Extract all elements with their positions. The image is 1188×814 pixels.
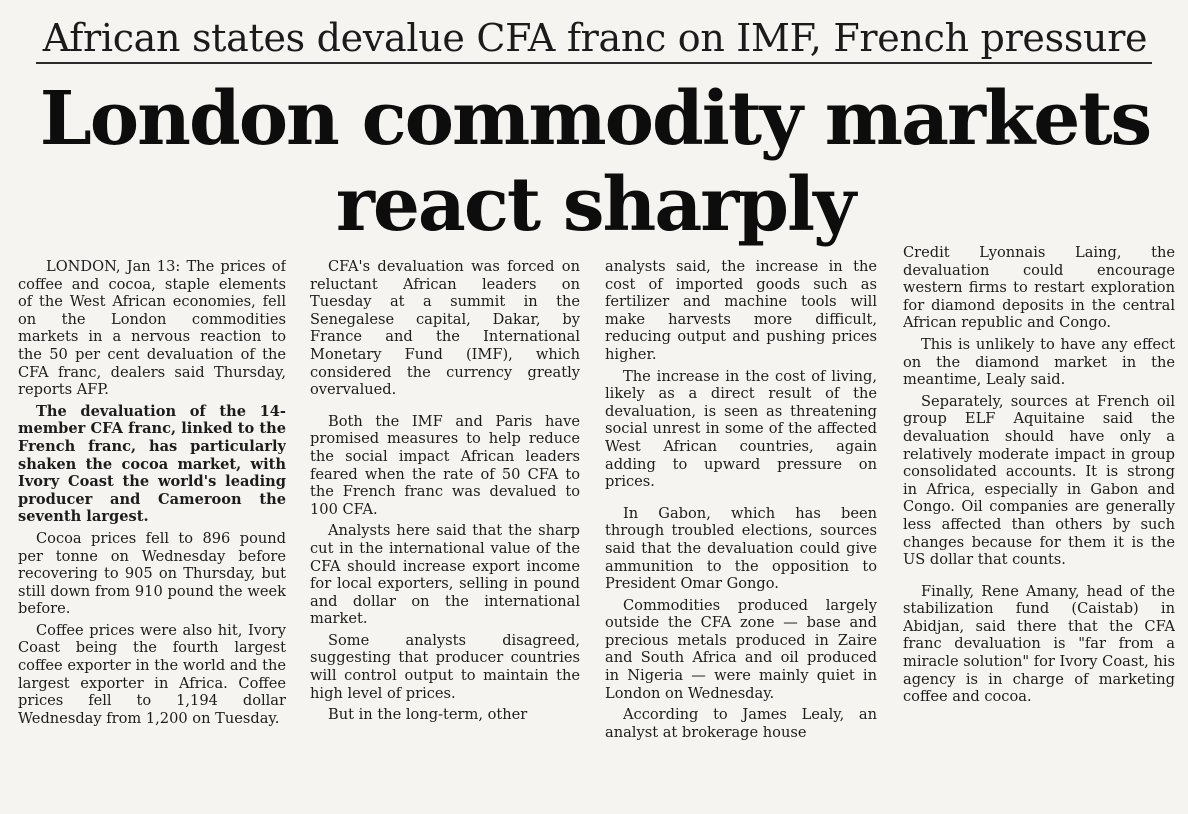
paragraph: Cocoa prices fell to 896 pound per tonne on Wednesday before recovering to 905 on Thursday, but still down from 910 pound the week before. — [18, 529, 286, 618]
paragraph: CFA's devaluation was forced on reluctant African leaders on Tuesday at a summit in the Senegalese capital, Dakar, by France and the International Monetary Fund (IMF), which considered the currency greatly overvalued. — [310, 258, 580, 399]
paragraph: The increase in the cost of living, likely as a direct result of the devaluation, is seen as threatening social unrest in some of the affected West African countries, again adding to upward pressure on prices. — [605, 367, 877, 491]
paragraph: In Gabon, which has been through troubled elections, sources said that the devaluation could give ammunition to the opposition to President Omar Gongo. — [605, 504, 877, 593]
headline-line-2: react sharply — [335, 162, 855, 248]
article-column-2 — [310, 258, 580, 806]
paragraph: According to James Lealy, an analyst at brokerage house — [605, 706, 877, 741]
paragraph: Coffee prices were also hit, Ivory Coast being the fourth largest coffee exporter in the world and the largest exporter in Africa. Coffee prices fell to 1,194 dollar Wednesday from 1,200 on Tuesday. — [18, 621, 286, 727]
paragraph: Both the IMF and Paris have promised measures to help reduce the social impact African leaders feared when the rate of 50 CFA to the French franc was devalued to 100 CFA. — [310, 412, 580, 518]
main-headline — [20, 76, 1170, 248]
article-column-1 — [18, 258, 286, 806]
article-column-3 — [605, 258, 877, 806]
paragraph: analysts said, the increase in the cost of imported goods such as fertilizer and machine tools will make harvests more difficult, reducing output and pushing prices higher. — [605, 258, 877, 363]
article-column-4 — [903, 244, 1175, 792]
paragraph: This is unlikely to have any effect on the diamond market in the meantime, Lealy said. — [903, 335, 1175, 389]
paragraph: Commodities produced largely outside the CFA zone — base and precious metals produced in Zaire and South Africa and oil produced in Nigeria — were mainly quiet in London on Wednesday. — [605, 596, 877, 702]
kicker-divider — [36, 62, 1152, 64]
paragraph: Credit Lyonnais Laing, the devaluation could encourage western firms to restart exploration for diamond deposits in the central African republic and Congo. — [903, 244, 1175, 332]
paragraph: Separately, sources at French oil group ELF Aquitaine said the devaluation should have only a relatively moderate impact in group consolidated accounts. It is strong in Africa, especially in Gabon and Congo. Oil companies are generally less affected than others by such changes because for them it is the US dollar that counts. — [903, 392, 1175, 569]
paragraph: The devaluation of the 14-member CFA franc, linked to the French franc, has particularly shaken the cocoa market, with Ivory Coast the world's leading producer and Cameroon the seventh largest. — [18, 402, 286, 526]
paragraph: Finally, Rene Amany, head of the stabilization fund (Caistab) in Abidjan, said there that the CFA franc devaluation is "far from a miracle solution" for Ivory Coast, his agency is in charge of marketing coffee and cocoa. — [903, 582, 1175, 706]
headline-line-1: London commodity markets — [39, 76, 1151, 162]
paragraph: Analysts here said that the sharp cut in the international value of the CFA should increase export income for local exporters, selling in pound and dollar on the international market. — [310, 522, 580, 628]
paragraph: But in the long-term, other — [328, 706, 528, 724]
paragraph: LONDON, Jan 13: The prices of coffee and cocoa, staple elements of the West African economies, fell on the London commodities markets in a nervous reaction to the 50 per cent devaluation of the CFA franc, dealers said Thursday, reports AFP. — [18, 258, 286, 399]
kicker-headline: African states devalue CFA franc on IMF, French pressure — [42, 16, 1148, 60]
paragraph: Some analysts disagreed, suggesting that producer countries will control output to maintain the high level of prices. — [310, 631, 580, 702]
